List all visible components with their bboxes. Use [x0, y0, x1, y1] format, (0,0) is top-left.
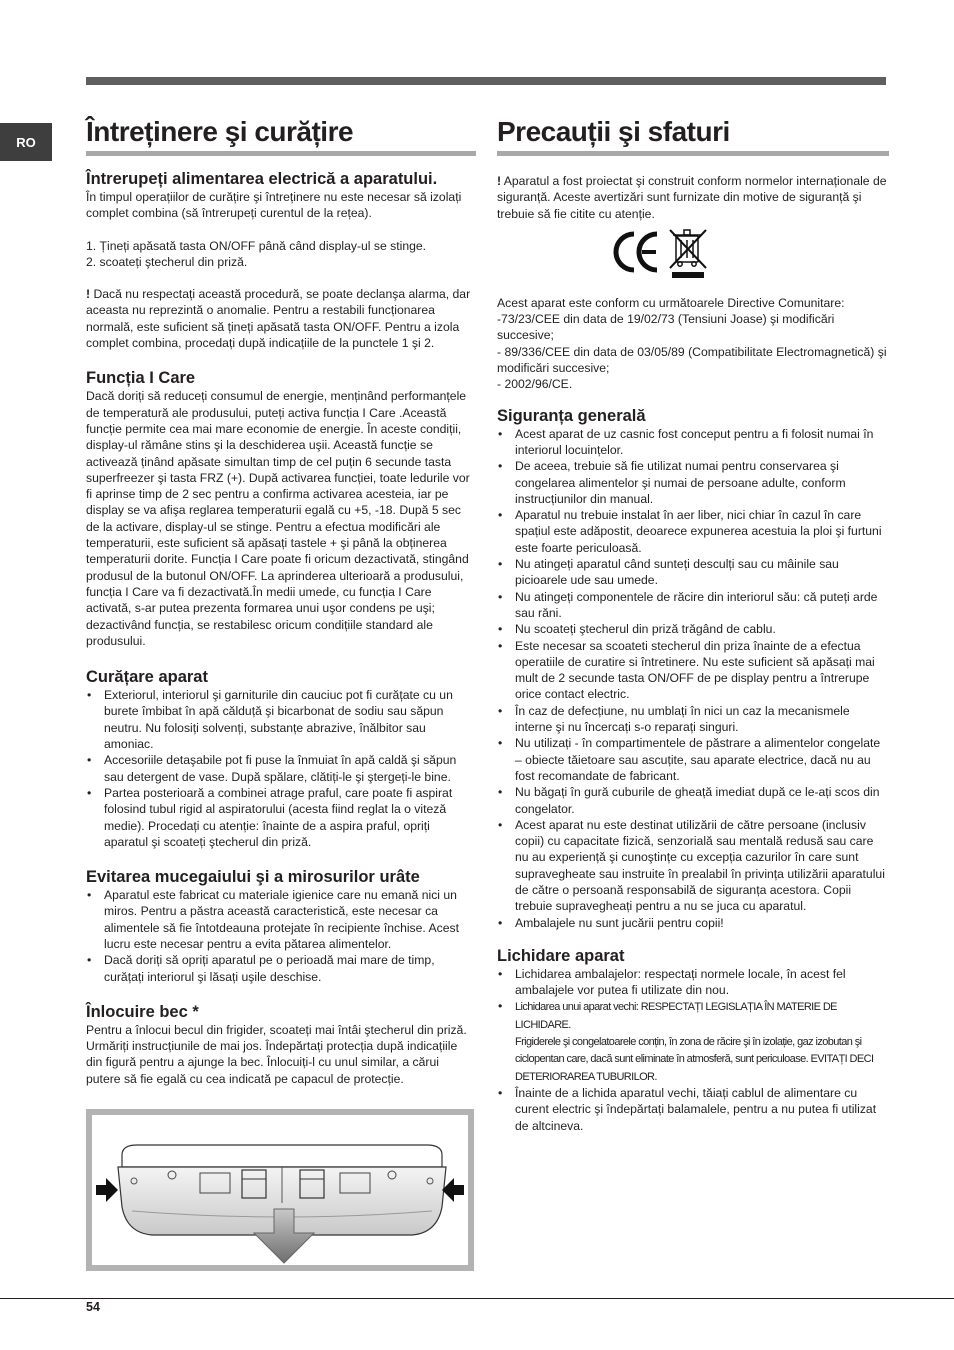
step-2: 2. scoateți ştecherul din priză. — [86, 254, 248, 269]
directive-line: Acest aparat este conform cu următoarele Directive Comunitare: — [497, 295, 845, 310]
title-rule — [497, 151, 889, 156]
power-off-note — [86, 286, 476, 351]
push-arrow-left-icon — [96, 1178, 118, 1202]
cleaning-heading: Curățare aparat — [86, 668, 208, 687]
list-item: • Aparatul nu trebuie instalat în aer liber, nici chiar în cazul în care spațiul este adăpostit, deoarece expunerea acestuia la ploi şi furtuni este foarte periculoasă. — [497, 507, 889, 556]
icare-heading: Funcția I Care — [86, 369, 196, 388]
maintenance-title: Întreținere şi curățire — [86, 116, 354, 147]
page-number: 54 — [86, 1300, 100, 1314]
list-item: • Partea posterioară a combinei atrage praful, care poate fi aspirat folosind tubul rigid al aspiratorului (acesta fiind reglat la o viteză medie). Procedați cu atenție: înainte de a aspira praful, opriți aparatul şi scoateți ştecherul din priză. — [86, 785, 476, 850]
cleaning-list — [86, 687, 476, 850]
icare-text: Dacă doriți să reduceți consumul de energie, menținând performanțele de temperatură ale produsului, puteți activa funcția I Care .Această funcție permite cea mai mare economie de energie. În aceste condiții, display-ul rămâne stins şi la deschiderea uşii. Această funcție se activează ținând apăsate simultan timp de cel puțin 6 secunde tasta superfreezer şi tasta FRZ (+). După activarea funcției, toate ledurile vor fi aprinse timp de 2 sec pentru a confirma activarea acesteia, iar pe display se va afişa reglarea temperaturii egală cu +5, -18. După 5 sec de la activare, display-ul se stinge. Pentru a efectua modificări ale temperaturii, este suficient să apăsați tastele + şi până la obținerea temperaturii dorite. Funcția I Care poate fi oricum dezactivată, stingând produsul de la butonul ON/OFF. La aprinderea ulterioară a produsului, funcția I Care va fi dezactivată.În medii umede, cu funcția I Care activată, s-ar putea prezenta formarea unui uşor condens pe uşi; dezactivând funcția, se restabilesc oricum condițiile standard ale produsului. — [86, 389, 470, 648]
list-item — [497, 998, 889, 1084]
list-item: • În caz de defecțiune, nu umblați în nici un caz la mecanismele interne şi nu încercați s-o reparați singuri. — [497, 703, 889, 736]
list-item: • Acest aparat de uz casnic fost conceput pentru a fi folosit numai în interiorul locuințelor. — [497, 426, 889, 459]
list-item: • Nu băgați în gură cuburile de gheață imediat după ce le-ați scos din congelator. — [497, 784, 889, 817]
disposal-list — [497, 966, 889, 1134]
left-column — [86, 113, 476, 1087]
lamp-cover-figure — [86, 1109, 474, 1271]
list-item: • Exteriorul, interiorul şi garniturile din cauciuc pot fi curățate cu un burete îmbibat în apă călduță şi bicarbonat de sodiu sau săpun neutru. Nu folosiți solvenți, substanțe abrazive, înălbitor sau amoniac. — [86, 687, 476, 752]
weee-crossed-bin-icon — [670, 230, 706, 268]
footer-rule — [0, 1298, 954, 1299]
figure-inner — [92, 1115, 468, 1265]
list-item: • Nu atingeți aparatul când sunteți desculți sau cu mâinile sau picioarele ude sau umede. — [497, 556, 889, 589]
push-arrow-right-icon — [442, 1178, 464, 1202]
certification-marks — [612, 226, 712, 280]
directive-line: - 2002/96/CE. — [497, 377, 573, 392]
list-item: • Aparatul este fabricat cu materiale igienice care nu emană nici un miros. Pentru a păstra această caracteristică, este necesar ca alimentele să fie întotdeauna protejate în recipiente închise. Acest lucru este necesar pentru a evita pătarea alimentelor. — [86, 887, 476, 952]
list-item: • Acest aparat nu este destinat utilizării de către persoane (inclusiv copii) cu capacitate fizică, senzorială sau mentală redusă sau care nu au experiență şi cunoştințe cu excepția cazurilor în care sunt supravegheate sau instruite în prealabil în privința utilizării aparatului de către o persoană responsabilă de siguranța acestora. Copii trebuie supravegheați pentru a nu se juca cu aparatul. — [497, 817, 889, 915]
title-rule — [86, 151, 476, 156]
list-item: • Nu scoateți ştecherul din priză trăgând de cablu. — [497, 621, 889, 637]
language-tab: RO — [0, 123, 52, 161]
list-item: • Nu utilizați - în compartimentele de păstrare a alimentelor congelate – obiecte tăietoare sau ascuțite, sau aparate electrice, dacă nu au fost recomandate de fabricant. — [497, 735, 889, 784]
step-1: 1. Țineți apăsată tasta ON/OFF până când display-ul se stinge. — [86, 238, 427, 253]
bulb-heading: Înlocuire bec * — [86, 1002, 199, 1021]
list-item: • Dacă doriți să opriți aparatul pe o perioadă mai mare de timp, curățați interiorul şi lăsați uşile deschise. — [86, 952, 476, 985]
list-item: • Nu atingeți componentele de răcire din interiorul său: că puteți arde sau răni. — [497, 589, 889, 622]
list-item: • Este necesar sa scoateti stecherul din priza înainte de a efectua operatiile de curatire si întretinere. Nu este suficient să apăsați mai mult de 2 secunde tasta ON/OFF de pe display pentru a întrerupe orice contact electric. — [497, 638, 889, 703]
directive-line: - 89/336/CEE din data de 03/05/89 (Compatibilitate Electromagnetică) şi modificări succesive; — [497, 344, 887, 376]
intro-body: Aparatul a fost proiectat şi construit conform normelor internaționale de siguranță. Aceste avertizări sunt furnizate din motive de siguranță şi trebuie să fie citite cu atenție. — [497, 174, 887, 221]
safety-heading: Siguranța generală — [497, 406, 646, 425]
lamp-cover-icon — [92, 1115, 468, 1265]
disposal-old-appliance: Lichidarea unui aparat vechi: RESPECTAȚI LEGISLAȚIA ÎN MATERIE DE LICHIDARE. — [515, 1001, 837, 1031]
precautions-title: Precauții şi sfaturi — [497, 116, 730, 147]
list-item: • De aceea, trebuie să fie utilizat numai pentru conservarea şi congelarea alimentelor şi numai de persoane adulte, conform instrucțiunilor din manual. — [497, 458, 889, 507]
list-item: • Accesoriile detaşabile pot fi puse la înmuiat în apă caldă şi săpun sau detergent de vase. După spălare, clătiți-le şi ştergeți-le bine. — [86, 752, 476, 785]
bulb-text: Pentru a înlocui becul din frigider, scoateți mai întâi ştecherul din priză. Urmăriți instrucțiunile de mai jos. Îndepărtați protecția după indicațiile din figură pentru a ajunge la bec. Înlocuiți-l cu unul similar, a cărui putere să fie egală cu cea indicată pe capacul de protecție. — [86, 1022, 467, 1086]
warning-mark: ! — [86, 287, 91, 302]
power-off-note-text: Dacă nu respectați această procedură, se poate declanşa alarma, dar aceasta nu reprezintă o anomalie. Pentru a restabili funcționarea normală, este suficient să țineți apăsată tasta ON/OFF. Pentru a izola complet combina, procedați după indicațiile de la punctele 1 şi 2. — [86, 287, 471, 351]
mould-heading: Evitarea mucegaiului şi a mirosurilor urâte — [86, 868, 420, 887]
safety-list — [497, 426, 889, 931]
power-off-text: În timpul operațiilor de curățire şi întreținere nu este necesar să izolați complet combina (să întrerupeți curentul de la rețea). — [86, 190, 462, 221]
list-item: • Lichidarea ambalajelor: respectați normele locale, în acest fel ambalajele vor putea fi utilizate din nou. — [497, 966, 889, 999]
warning-mark: ! — [497, 174, 502, 188]
ce-mark-icon — [612, 226, 712, 280]
disposal-gas-warning: Frigiderele şi congelatoarele conțin, în zona de răcire şi în izolație, gaz izobutan şi ciclopentan care, dacă sunt eliminate în atmosferă, sunt periculoase. EVITAȚI DECI DETERIORAREA TUBURILOR. — [515, 1036, 874, 1083]
power-off-heading: Întrerupeți alimentarea electrică a aparatului. — [86, 170, 438, 188]
list-item: • Ambalajele nu sunt jucării pentru copii! — [497, 915, 889, 931]
top-bar — [86, 77, 886, 85]
intro-text — [497, 173, 889, 222]
directive-line: -73/23/CEE din data de 19/02/73 (Tensiuni Joase) şi modificări succesive; — [497, 312, 835, 343]
mould-list — [86, 887, 476, 985]
list-item: • Înainte de a lichida aparatul vechi, tăiați cablul de alimentare cu curent electric şi îndepărtați balamalele, pentru a nu putea fi utilizat de altcineva. — [497, 1085, 889, 1134]
disposal-heading: Lichidare aparat — [497, 946, 625, 965]
